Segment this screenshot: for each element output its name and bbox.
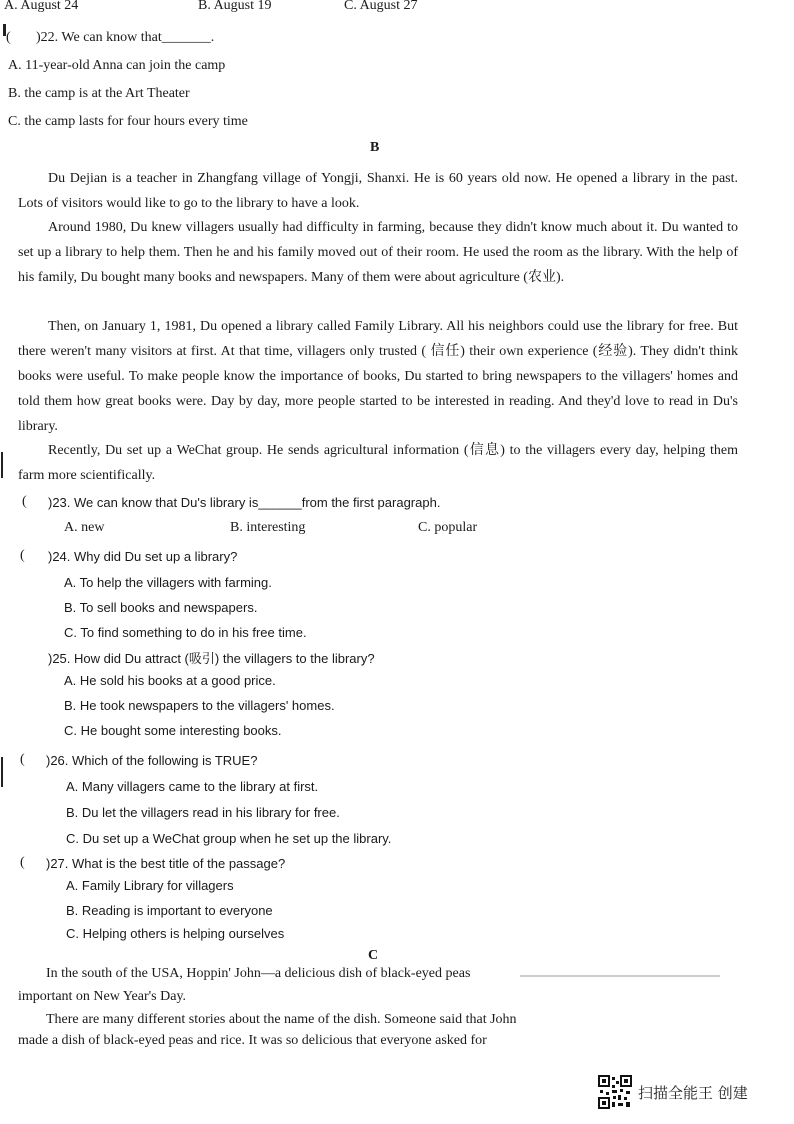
passage-c-line-2: important on New Year's Day. [18,989,187,1004]
q23-stem: )23. We can know that Du's library is______from the first paragraph. [48,495,441,510]
qr-code-icon [598,1075,632,1109]
passage-c-line-1: In the south of the USA, Hoppin' John—a delicious dish of black-eyed peas [46,966,471,981]
q26-paren: ( [20,752,25,767]
section-c-heading: C [368,948,379,963]
margin-mark [1,452,3,478]
q27-option-a: A. Family Library for villagers [66,878,234,893]
passage-c-line-4: made a dish of black-eyed peas and rice. It was so delicious that everyone asked for [18,1033,487,1048]
q24-stem: )24. Why did Du set up a library? [48,549,238,564]
margin-mark [3,24,6,36]
margin-mark [1,757,3,787]
q26-option-b: B. Du let the villagers read in his library for free. [66,805,340,820]
q26-stem: )26. Which of the following is TRUE? [46,753,258,768]
scanner-watermark [598,1075,748,1109]
q24-option-a: A. To help the villagers with farming. [64,575,272,590]
passage-b-paragraph-2: Around 1980, Du knew villagers usually had difficulty in farming, because they didn't know much about it. Du wanted to set up a library to help them. Then he and his family moved out of their room. He used the room as the library. With the help of his family, Du bought many books and newspapers. Many of them were about agriculture (农业). [18,220,738,285]
q21-option-c: C. August 27 [344,0,418,13]
section-b-heading: B [370,140,380,155]
passage-b-paragraph-4: Recently, Du set up a WeChat group. He sends agricultural information (信息) to the villagers every day, helping them farm more scientifically. [18,443,738,483]
q24-option-c: C. To find something to do in his free time. [64,625,307,640]
q27-option-b: B. Reading is important to everyone [66,903,273,918]
passage-c-faded-1 [520,966,730,982]
q21-option-b: B. August 19 [198,0,272,13]
q22-paren: ( [6,30,11,45]
q25-stem: )25. How did Du attract (吸引) the villagers to the library? [48,651,375,666]
passage-b-paragraph-1: Du Dejian is a teacher in Zhangfang village of Yongji, Shanxi. He is 60 years old now. He opened a library in the past. Lots of visitors would like to go to the library to have a look. [18,171,738,211]
passage-c-line-3: There are many different stories about the name of the dish. Someone said that John [46,1012,517,1027]
q27-paren: ( [20,855,25,870]
q22-option-c: C. the camp lasts for four hours every time [8,114,248,129]
q27-stem: )27. What is the best title of the passage? [46,856,286,871]
q23-paren: ( [22,494,27,509]
q22-stem: )22. We can know that_______. [36,30,215,45]
q25-option-b: B. He took newspapers to the villagers' homes. [64,698,335,713]
q22-option-b: B. the camp is at the Art Theater [8,86,190,101]
watermark-label: 扫描全能王 创建 [638,1083,748,1102]
q26-option-a: A. Many villagers came to the library at first. [66,779,319,794]
q25-option-c: C. He bought some interesting books. [64,723,282,738]
q27-option-c: C. Helping others is helping ourselves [66,926,285,941]
q21-option-a: A. August 24 [4,0,79,13]
q23-option-a: A. new [64,520,105,535]
q23-option-c: C. popular [418,520,478,535]
passage-b-paragraph-3: Then, on January 1, 1981, Du opened a library called Family Library. All his neighbors could use the library for free. But there weren't many visitors at first. At that time, villagers only trusted ( 信任) their own experience (经验). They didn't think books were useful. To make people know the importance of books, Du started to bring newspapers to the villagers' homes and told them how great books were. Day by day, more people started to be interested in reading. And they'd love to read in Du's library. [18,319,738,434]
q24-option-b: B. To sell books and newspapers. [64,600,258,615]
q25-option-a: A. He sold his books at a good price. [64,673,276,688]
q23-option-b: B. interesting [230,520,306,535]
q24-paren: ( [20,548,25,563]
q22-option-a: A. 11-year-old Anna can join the camp [8,58,226,73]
q26-option-c: C. Du set up a WeChat group when he set up the library. [66,831,392,846]
